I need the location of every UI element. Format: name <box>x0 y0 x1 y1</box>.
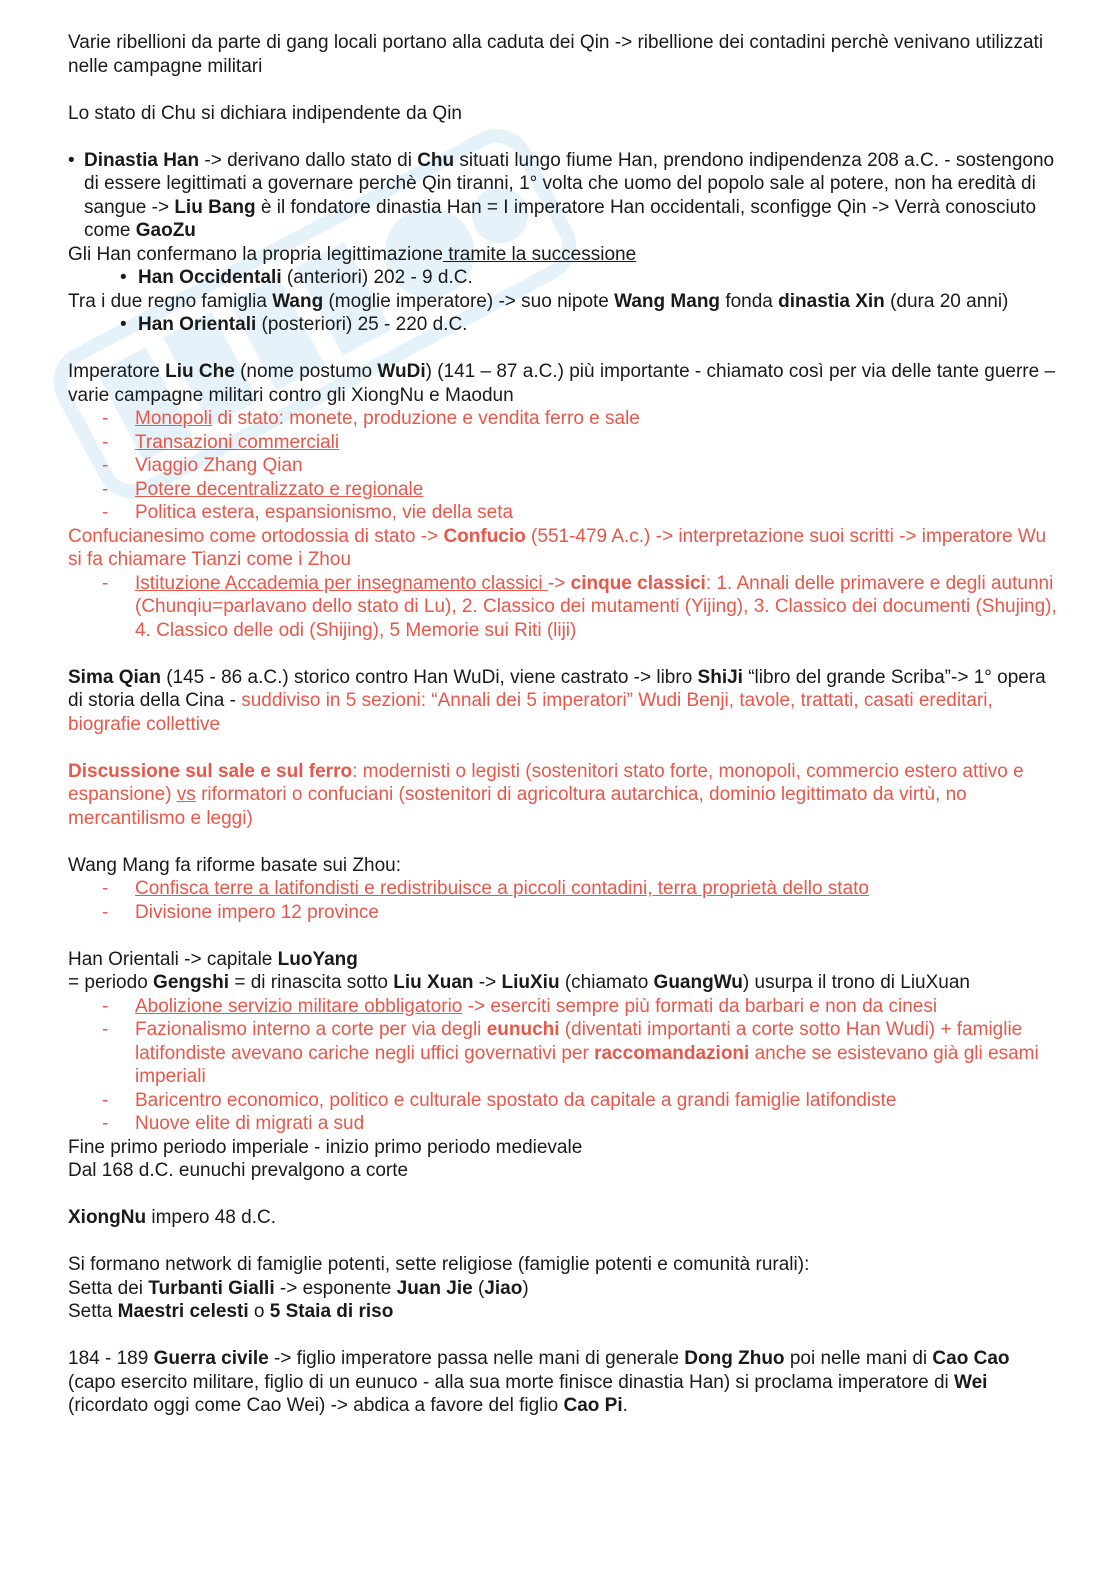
document-page <box>68 31 1058 1418</box>
bullet-dinastia-han: • Dinastia Han -> derivano dallo stato di Chu situati lungo fiume Han, prendono indipendenza 208 a.C. - sostengono di essere legittimati a governare perchè Qin tiranni, 1° volta che uomo del popolo sale al potere, non ha eredità di sangue -> Liu Bang è il fondatore dinastia Han = I imperatore Han occidentali, sconfigge Qin -> Verrà conosciuto come GaoZu <box>68 149 1058 243</box>
sub-bullet-han-occidentali: • Han Occidentali (anteriori) 202 - 9 d.C. <box>68 266 1058 290</box>
paragraph-chu: Lo stato di Chu si dichiara indipendente da Qin <box>68 102 462 124</box>
line-fine-periodo: Fine primo periodo imperiale - inizio primo periodo medievale <box>68 1136 583 1158</box>
line-xiongnu: XiongNu impero 48 d.C. <box>68 1207 277 1228</box>
list-item: - Monopoli di stato: monete, produzione e vendita ferro e sale <box>68 407 1058 431</box>
paragraph-liu-che: Imperatore Liu Che (nome postumo WuDi) (141 – 87 a.C.) più importante - chiamato così per via delle tante guerre – varie campagne militari contro gli XiongNu e Maodun <box>68 361 1056 406</box>
paragraph-discussione: Discussione sul sale e sul ferro: modernisti o legisti (sostenitori stato forte, monopoli, commercio estero attivo e espansione) vs riformatori o confuciani (sostenitori di agricoltura autarchica, dominio legittimato da virtù, no mercantilismo e leggi) <box>68 760 1024 829</box>
line-famiglia-wang: Tra i due regno famiglia Wang (moglie imperatore) -> suo nipote Wang Mang fonda dinastia Xin (dura 20 anni) <box>68 290 1009 312</box>
line-legittimazione: Gli Han confermano la propria legittimazione tramite la successione <box>68 243 637 265</box>
paragraph-ribellioni: Varie ribellioni da parte di gang locali portano alla caduta dei Qin -> ribellione dei contadini perchè venivano utilizzati nelle campagne militari <box>68 32 1044 77</box>
list-item: - Confisca terre a latifondisti e redistribuisce a piccoli contadini, terra proprietà dello stato <box>68 877 1058 901</box>
list-wang-mang <box>68 877 1058 924</box>
list-item: - Nuove elite di migrati a sud <box>68 1112 1058 1136</box>
heading-wang-mang-riforme: Wang Mang fa riforme basate sui Zhou: <box>68 854 402 876</box>
line-maestri-celesti: Setta Maestri celesti o 5 Staia di riso <box>68 1301 394 1322</box>
paragraph-guerra-civile: 184 - 189 Guerra civile -> figlio imperatore passa nelle mani di generale Dong Zhuo poi nelle mani di Cao Cao (capo esercito militare, figlio di un eunuco - alla sua morte finisce dinastia Han) si proclama imperatore di Wei (ricordato oggi come Cao Wei) -> abdica a favore del figlio Cao Pi. <box>68 1348 1010 1416</box>
line-luoyang: Han Orientali -> capitale LuoYang <box>68 948 358 970</box>
paragraph-sima-qian: Sima Qian (145 - 86 a.C.) storico contro Han WuDi, viene castrato -> libro ShiJi “libro del grande Scriba”-> 1° opera di storia della Cina - suddiviso in 5 sezioni: “Annali dei 5 imperatori” Wudi Benji, tavole, trattati, casati ereditari, biografie collettive <box>68 666 1046 735</box>
list-item: - Politica estera, espansionismo, vie della seta <box>68 501 1058 525</box>
list-item: - Viaggio Zhang Qian <box>68 454 1058 478</box>
list-wudi-policies <box>68 407 1058 525</box>
list-item: - Abolizione servizio militare obbligatorio -> eserciti sempre più formati da barbari e non da cinesi <box>68 995 1058 1019</box>
sub-bullet-han-orientali: • Han Orientali (posteriori) 25 - 220 d.C. <box>68 313 1058 337</box>
list-item: - Fazionalismo interno a corte per via degli eunuchi (diventati importanti a corte sotto Han Wudi) + famiglie latifondiste avevano cariche negli uffici governativi per raccomandazioni anche se esistevano già gli esami imperiali <box>68 1018 1058 1089</box>
list-item: - Baricentro economico, politico e culturale spostato da capitale a grandi famiglie latifondiste <box>68 1089 1058 1113</box>
paragraph-confucianesimo: Confucianesimo come ortodossia di stato -> Confucio (551-479 A.c.) -> interpretazione suoi scritti -> imperatore Wu si fa chiamare Tianzi come i Zhou <box>68 525 1047 570</box>
list-item: - Transazioni commerciali <box>68 431 1058 455</box>
list-item: - Potere decentralizzato e regionale <box>68 478 1058 502</box>
line-turbanti-gialli: Setta dei Turbanti Gialli -> esponente Juan Jie (Jiao) <box>68 1277 529 1299</box>
list-han-orientali <box>68 995 1058 1136</box>
line-network-famiglie: Si formano network di famiglie potenti, sette religiose (famiglie potenti e comunità rurali): <box>68 1254 810 1275</box>
line-eunuchi-corte: Dal 168 d.C. eunuchi prevalgono a corte <box>68 1160 409 1181</box>
list-item-accademia: - Istituzione Accademia per insegnamento classici -> cinque classici: 1. Annali delle primavere e degli autunni (Chunqiu=parlavano dello stato di Lu), 2. Classico dei mutamenti (Yijing), 3. Classico dei documenti (Shujing), 4. Classico delle odi (Shijing), 5 Memorie sui Riti (liji) <box>68 572 1058 643</box>
line-gengshi: = periodo Gengshi = di rinascita sotto Liu Xuan -> LiuXiu (chiamato GuangWu) usurpa il trono di LiuXuan <box>68 972 970 993</box>
list-item: - Divisione impero 12 province <box>68 901 1058 925</box>
